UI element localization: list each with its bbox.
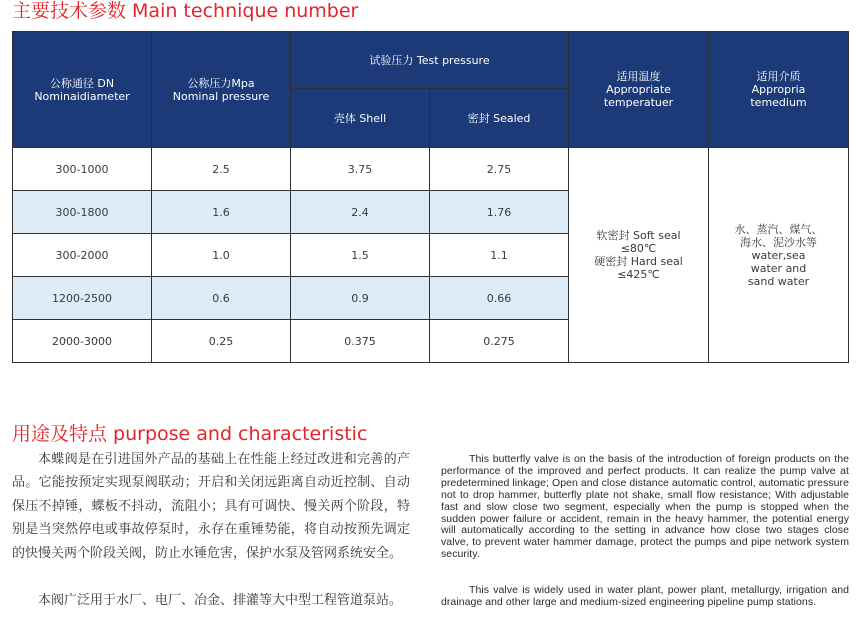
cell-shell: 0.9	[291, 277, 430, 320]
temp-soft-seal-limit: ≤80℃	[620, 242, 657, 255]
cell-shell: 3.75	[291, 148, 430, 191]
purpose-paragraph-en: This butterfly valve is on the basis of the introduction of foreign products on the performance of the improved and perfect products. It can realize the pump valve at predetermined linkage; Open and close distance automatic control, automatic pressure not to drop hammer, butterfly plate not shake, small flow resistance; With adjustable fast and slow close two segment, especially when the pump is stopped when the sudden power failure or accident, remain in the heavy hammer, the potential energy will automatically according to the setting in advance how close two stages close valve, to prevent water hammer damage, protect the pumps and pipe network system security.	[441, 453, 849, 561]
cell-dn: 300-2000	[13, 234, 152, 277]
spec-table	[12, 31, 849, 363]
header-nominal-diameter: 公称通径 DN Nominaidiameter	[13, 32, 152, 148]
cell-pressure: 1.0	[152, 234, 291, 277]
cell-sealed: 0.275	[430, 320, 569, 363]
temp-soft-seal: 软密封 Soft seal	[596, 229, 681, 242]
header-shell: 壳体 Shell	[291, 89, 430, 148]
cell-pressure: 0.6	[152, 277, 291, 320]
medium-line: water,sea	[751, 248, 806, 262]
cell-pressure: 1.6	[152, 191, 291, 234]
cell-sealed: 1.1	[430, 234, 569, 277]
cell-sealed: 2.75	[430, 148, 569, 191]
temperature-cell	[569, 148, 709, 363]
medium-line: sand water	[747, 274, 810, 288]
temp-hard-seal-limit: ≤425℃	[617, 268, 660, 281]
spec-section-heading: 主要技术参数 Main technique number	[12, 0, 359, 22]
header-test-pressure: 试验压力 Test pressure	[291, 32, 569, 89]
header-nominal-pressure: 公称压力Mpa Nominal pressure	[152, 32, 291, 148]
purpose-paragraph-cn: 本蝶阀是在引进国外产品的基础上在性能上经过改进和完善的产品。它能按预定实现泵阀联动；开启和关闭远距离自动近控制、自动保压不掉锤，蝶板不抖动，流阻小；具有可调快、慢关两个阶段，特别是当突然停电或事故停泵时，永存在重锤势能，将自动按预先调定的快慢关两个阶段关阀，防止水锤危害，保护水泵及管网系统安全。	[12, 452, 410, 561]
medium-line: 海水、泥沙水等	[740, 235, 818, 249]
cell-sealed: 0.66	[430, 277, 569, 320]
usage-paragraph-cn: 本阀广泛用于水厂、电厂、冶金、排灌等大中型工程管道泵站。	[38, 593, 403, 608]
usage-paragraph-en: This valve is widely used in water plant, power plant, metallurgy, irrigation and drainage and other large and medium-sized engineering pipeline pump stations.	[441, 584, 849, 608]
header-medium: 适用介质 Appropria temedium	[709, 32, 849, 148]
medium-line: water and	[750, 261, 807, 275]
medium-line: 水、蒸汽、煤气、	[734, 222, 823, 236]
cell-dn: 300-1800	[13, 191, 152, 234]
header-temperature: 适用温度 Appropriate temperatuer	[569, 32, 709, 148]
medium-cell	[709, 148, 849, 363]
cell-pressure: 2.5	[152, 148, 291, 191]
cell-shell: 0.375	[291, 320, 430, 363]
cell-shell: 2.4	[291, 191, 430, 234]
table-row	[13, 148, 849, 191]
cell-shell: 1.5	[291, 234, 430, 277]
cell-pressure: 0.25	[152, 320, 291, 363]
cell-dn: 300-1000	[13, 148, 152, 191]
cell-dn: 1200-2500	[13, 277, 152, 320]
header-sealed: 密封 Sealed	[430, 89, 569, 148]
cell-dn: 2000-3000	[13, 320, 152, 363]
temp-hard-seal: 硬密封 Hard seal	[594, 255, 683, 268]
purpose-section-heading: 用途及特点 purpose and characteristic	[12, 423, 368, 445]
cell-sealed: 1.76	[430, 191, 569, 234]
